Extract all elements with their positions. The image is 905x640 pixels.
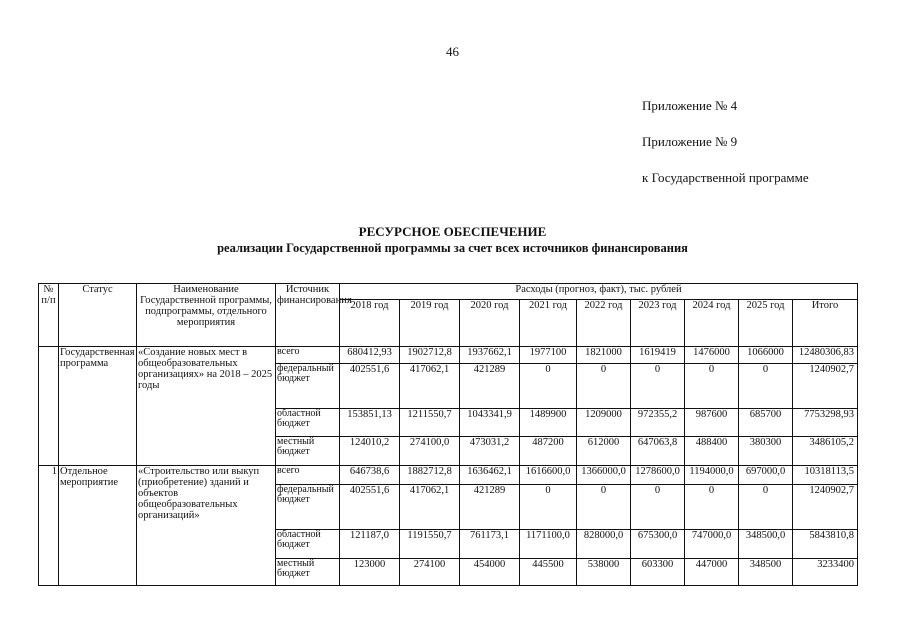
- table-row: [39, 347, 858, 364]
- cell-value: 1902712,8: [400, 347, 460, 364]
- cell-value: 402551,6: [340, 485, 400, 530]
- cell-total: 1240902,7: [793, 485, 858, 530]
- cell-value: 402551,6: [340, 364, 400, 409]
- cell-value: 1191550,7: [400, 530, 460, 559]
- cell-value: 1211550,7: [400, 409, 460, 437]
- header-year: 2023 год: [631, 300, 685, 347]
- cell-value: 0: [685, 485, 739, 530]
- row-source: федеральный бюджет: [276, 485, 340, 530]
- header-year: 2024 год: [685, 300, 739, 347]
- row-source: всего: [276, 466, 340, 485]
- cell-value: 380300: [739, 437, 793, 466]
- row-program-name: «Строительство или выкуп (приобретение) зданий и объектов общеобразовательных организаций»: [137, 466, 276, 586]
- cell-value: 1882712,8: [400, 466, 460, 485]
- header-row: [39, 284, 858, 300]
- cell-value: 274100: [400, 559, 460, 586]
- row-index: [39, 347, 59, 466]
- cell-value: 1636462,1: [460, 466, 520, 485]
- cell-value: 685700: [739, 409, 793, 437]
- header-year: 2021 год: [520, 300, 577, 347]
- cell-value: 473031,2: [460, 437, 520, 466]
- cell-value: 348500: [739, 559, 793, 586]
- cell-value: 447000: [685, 559, 739, 586]
- cell-value: 1171100,0: [520, 530, 577, 559]
- cell-value: 0: [739, 485, 793, 530]
- cell-value: 761173,1: [460, 530, 520, 559]
- cell-total: 3486105,2: [793, 437, 858, 466]
- cell-value: 697000,0: [739, 466, 793, 485]
- financing-table: [38, 283, 858, 586]
- cell-value: 417062,1: [400, 485, 460, 530]
- cell-total: 10318113,5: [793, 466, 858, 485]
- document-subtitle: реализации Государственной программы за счет всех источников финансирования: [217, 241, 688, 255]
- header-source: Источник финансирования: [276, 284, 340, 347]
- cell-value: 612000: [577, 437, 631, 466]
- cell-value: 0: [739, 364, 793, 409]
- cell-value: 1066000: [739, 347, 793, 364]
- cell-value: 445500: [520, 559, 577, 586]
- cell-value: 121187,0: [340, 530, 400, 559]
- cell-total: 12480306,83: [793, 347, 858, 364]
- header-year: 2025 год: [739, 300, 793, 347]
- cell-value: 0: [577, 364, 631, 409]
- cell-value: 0: [577, 485, 631, 530]
- cell-value: 972355,2: [631, 409, 685, 437]
- cell-value: 1977100: [520, 347, 577, 364]
- row-source: федеральный бюджет: [276, 364, 340, 409]
- cell-value: 675300,0: [631, 530, 685, 559]
- cell-value: 646738,6: [340, 466, 400, 485]
- cell-value: 487200: [520, 437, 577, 466]
- header-year: 2019 год: [400, 300, 460, 347]
- cell-value: 1616600,0: [520, 466, 577, 485]
- row-source: местный бюджет: [276, 559, 340, 586]
- appendix-line-3: к Государственной программе: [642, 170, 809, 185]
- cell-total: 7753298,93: [793, 409, 858, 437]
- cell-value: 0: [685, 364, 739, 409]
- appendix-line-2: Приложение № 9: [642, 134, 738, 149]
- cell-value: 1489900: [520, 409, 577, 437]
- cell-value: 647063,8: [631, 437, 685, 466]
- cell-total: 5843810,8: [793, 530, 858, 559]
- cell-value: 987600: [685, 409, 739, 437]
- header-total: Итого: [793, 300, 858, 347]
- cell-value: 1366000,0: [577, 466, 631, 485]
- header-num: № п/п: [39, 284, 59, 347]
- cell-value: 828000,0: [577, 530, 631, 559]
- cell-value: 747000,0: [685, 530, 739, 559]
- row-source: местный бюджет: [276, 437, 340, 466]
- cell-value: 124010,2: [340, 437, 400, 466]
- cell-value: 488400: [685, 437, 739, 466]
- table-row: [39, 466, 858, 485]
- cell-value: 1278600,0: [631, 466, 685, 485]
- appendix-line-1: Приложение № 4: [642, 98, 738, 113]
- cell-value: 153851,13: [340, 409, 400, 437]
- header-year: 2022 год: [577, 300, 631, 347]
- cell-value: 0: [520, 485, 577, 530]
- cell-value: 1194000,0: [685, 466, 739, 485]
- row-source: всего: [276, 347, 340, 364]
- header-name: Наименование Государственной программы, подпрограммы, отдельного мероприятия: [137, 284, 276, 347]
- page-number: 46: [446, 44, 459, 59]
- cell-value: 538000: [577, 559, 631, 586]
- cell-value: 1043341,9: [460, 409, 520, 437]
- cell-total: 3233400: [793, 559, 858, 586]
- cell-value: 1209000: [577, 409, 631, 437]
- cell-value: 421289: [460, 364, 520, 409]
- cell-value: 417062,1: [400, 364, 460, 409]
- cell-value: 0: [631, 364, 685, 409]
- cell-value: 421289: [460, 485, 520, 530]
- row-program-name: «Создание новых мест в общеобразовательных организациях» на 2018 – 2025 годы: [137, 347, 276, 466]
- cell-total: 1240902,7: [793, 364, 858, 409]
- header-expenses: Расходы (прогноз, факт), тыс. рублей: [340, 284, 858, 300]
- cell-value: 123000: [340, 559, 400, 586]
- cell-value: 454000: [460, 559, 520, 586]
- row-source: областной бюджет: [276, 409, 340, 437]
- header-status: Статус: [59, 284, 137, 347]
- cell-value: 274100,0: [400, 437, 460, 466]
- cell-value: 1821000: [577, 347, 631, 364]
- row-source: областной бюджет: [276, 530, 340, 559]
- cell-value: 348500,0: [739, 530, 793, 559]
- cell-value: 1619419: [631, 347, 685, 364]
- header-year: 2020 год: [460, 300, 520, 347]
- cell-value: 0: [520, 364, 577, 409]
- row-index: 1: [39, 466, 59, 586]
- cell-value: 1937662,1: [460, 347, 520, 364]
- cell-value: 603300: [631, 559, 685, 586]
- document-title: РЕСУРСНОЕ ОБЕСПЕЧЕНИЕ: [358, 224, 547, 239]
- cell-value: 1476000: [685, 347, 739, 364]
- row-status: Отдельное мероприятие: [59, 466, 137, 586]
- cell-value: 680412,93: [340, 347, 400, 364]
- cell-value: 0: [631, 485, 685, 530]
- row-status: Государственная программа: [59, 347, 137, 466]
- header-year: 2018 год: [340, 300, 400, 347]
